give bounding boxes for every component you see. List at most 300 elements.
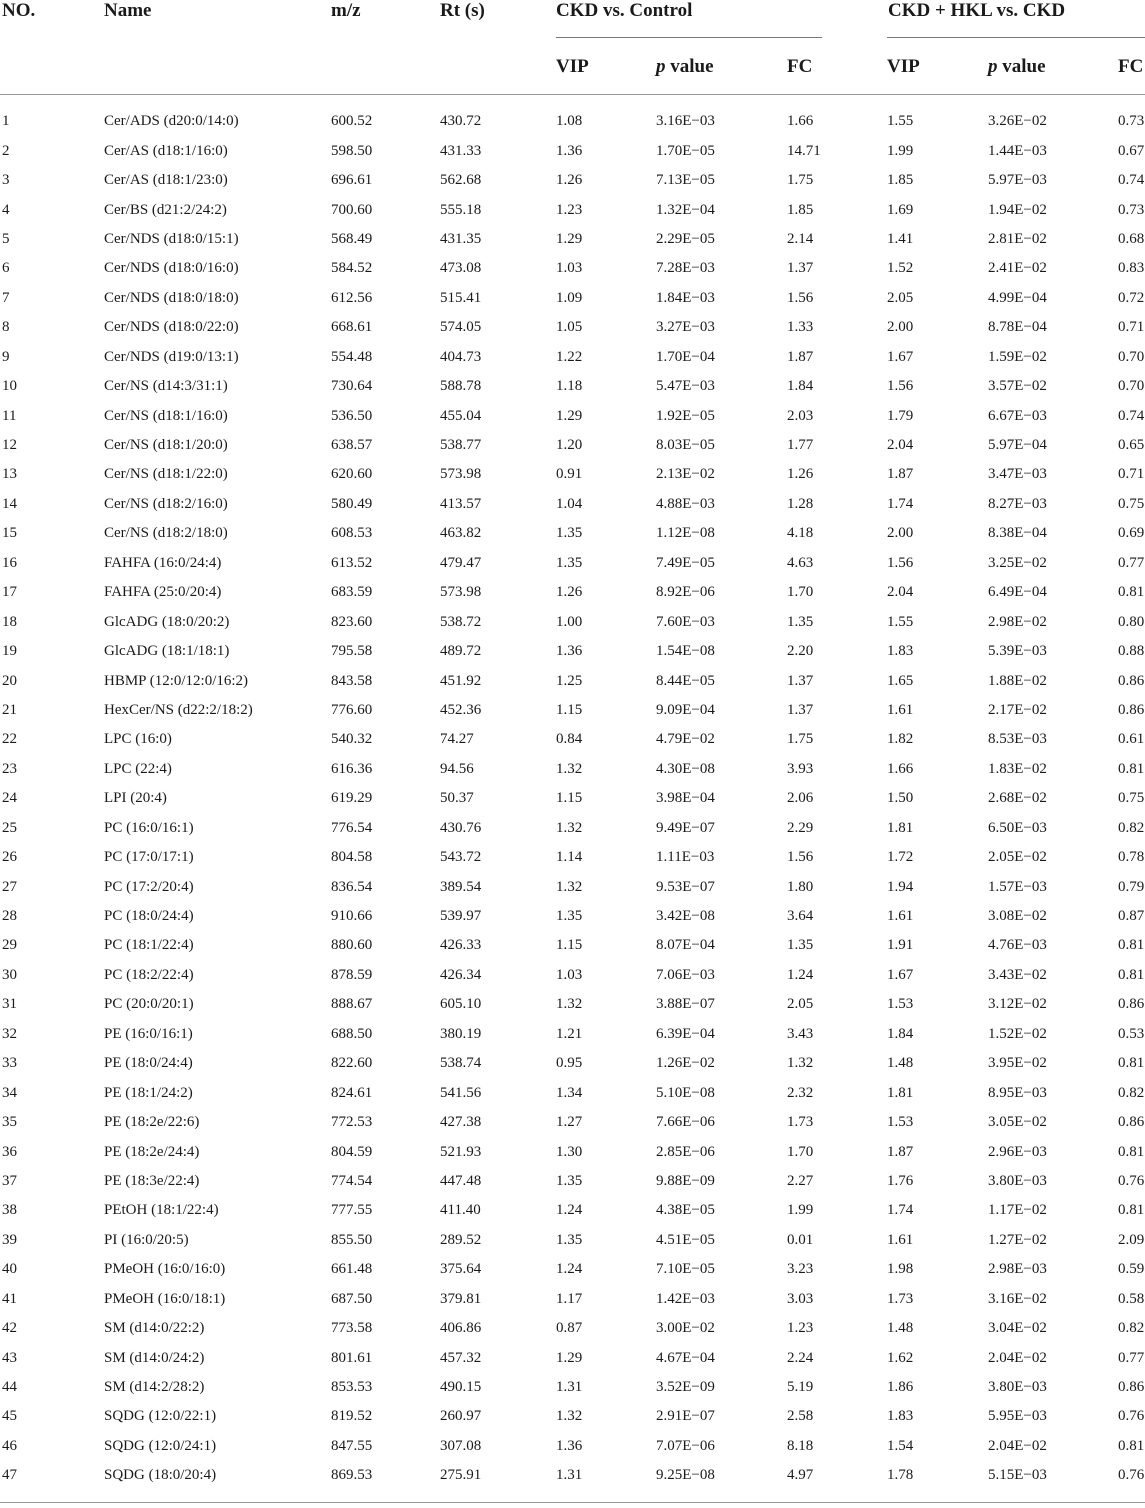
cell-no: 5 bbox=[2, 230, 10, 247]
cell-rt: 427.38 bbox=[440, 1114, 482, 1131]
cell-vip-1: 1.32 bbox=[556, 819, 583, 836]
cell-rt: 539.97 bbox=[440, 908, 482, 925]
cell-pvalue-1: 2.91E−07 bbox=[656, 1408, 715, 1425]
cell-vip-1: 1.23 bbox=[556, 201, 583, 218]
header-p-rest: value bbox=[665, 56, 714, 77]
cell-mz: 661.48 bbox=[331, 1261, 373, 1278]
table-row bbox=[0, 107, 1145, 136]
cell-pvalue-1: 3.16E−03 bbox=[656, 113, 715, 130]
cell-pvalue-2: 5.95E−03 bbox=[988, 1408, 1047, 1425]
cell-rt: 538.74 bbox=[440, 1055, 482, 1072]
cell-rt: 375.64 bbox=[440, 1261, 482, 1278]
cell-pvalue-2: 5.15E−03 bbox=[988, 1467, 1047, 1484]
cell-name: Cer/NS (d14:3/31:1) bbox=[104, 378, 228, 395]
cell-vip-2: 1.79 bbox=[887, 407, 914, 424]
cell-fc-1: 1.75 bbox=[787, 731, 814, 748]
cell-rt: 431.33 bbox=[440, 142, 482, 159]
cell-rt: 452.36 bbox=[440, 701, 482, 718]
cell-name: FAHFA (16:0/24:4) bbox=[104, 554, 222, 571]
cell-rt: 479.47 bbox=[440, 554, 482, 571]
cell-no: 37 bbox=[2, 1172, 17, 1189]
cell-pvalue-1: 5.47E−03 bbox=[656, 378, 715, 395]
cell-fc-1: 14.71 bbox=[787, 142, 821, 159]
cell-pvalue-1: 4.67E−04 bbox=[656, 1349, 715, 1366]
cell-vip-1: 1.03 bbox=[556, 260, 583, 277]
table-row bbox=[0, 578, 1145, 607]
cell-vip-1: 1.36 bbox=[556, 643, 583, 660]
cell-pvalue-1: 7.10E−05 bbox=[656, 1261, 715, 1278]
cell-no: 3 bbox=[2, 172, 10, 189]
cell-fc-2: 0.59 bbox=[1118, 1261, 1145, 1278]
cell-mz: 568.49 bbox=[331, 230, 373, 247]
table-row bbox=[0, 1285, 1145, 1314]
cell-name: Cer/ADS (d20:0/14:0) bbox=[104, 113, 239, 130]
cell-vip-1: 1.30 bbox=[556, 1143, 583, 1160]
cell-fc-1: 1.87 bbox=[787, 348, 814, 365]
cell-vip-1: 1.36 bbox=[556, 142, 583, 159]
cell-fc-1: 1.37 bbox=[787, 260, 814, 277]
header-fc-2: FC bbox=[1118, 56, 1144, 77]
cell-no: 27 bbox=[2, 878, 17, 895]
cell-fc-1: 2.58 bbox=[787, 1408, 814, 1425]
cell-pvalue-1: 4.88E−03 bbox=[656, 495, 715, 512]
table-row bbox=[0, 1020, 1145, 1049]
cell-pvalue-1: 9.25E−08 bbox=[656, 1467, 715, 1484]
cell-mz: 855.50 bbox=[331, 1231, 373, 1248]
cell-vip-2: 1.67 bbox=[887, 966, 914, 983]
cell-pvalue-2: 2.41E−02 bbox=[988, 260, 1047, 277]
cell-name: Cer/NDS (d18:0/18:0) bbox=[104, 289, 239, 306]
cell-vip-2: 1.85 bbox=[887, 172, 914, 189]
cell-fc-1: 1.56 bbox=[787, 289, 814, 306]
table-row bbox=[0, 990, 1145, 1019]
cell-vip-1: 0.95 bbox=[556, 1055, 583, 1072]
cell-fc-1: 0.01 bbox=[787, 1231, 814, 1248]
cell-name: Cer/NS (d18:2/18:0) bbox=[104, 525, 228, 542]
table-row bbox=[0, 254, 1145, 283]
cell-rt: 50.37 bbox=[440, 790, 474, 807]
cell-pvalue-2: 3.26E−02 bbox=[988, 113, 1047, 130]
cell-pvalue-1: 7.49E−05 bbox=[656, 554, 715, 571]
cell-rt: 431.35 bbox=[440, 230, 482, 247]
cell-fc-1: 3.93 bbox=[787, 760, 814, 777]
cell-pvalue-2: 2.98E−02 bbox=[988, 613, 1047, 630]
cell-vip-2: 1.41 bbox=[887, 230, 914, 247]
header-vip-1: VIP bbox=[556, 56, 589, 77]
cell-vip-1: 1.26 bbox=[556, 584, 583, 601]
cell-mz: 687.50 bbox=[331, 1290, 373, 1307]
cell-vip-2: 1.56 bbox=[887, 378, 914, 395]
cell-vip-1: 0.84 bbox=[556, 731, 583, 748]
cell-pvalue-1: 1.70E−04 bbox=[656, 348, 715, 365]
cell-rt: 406.86 bbox=[440, 1320, 482, 1337]
cell-no: 7 bbox=[2, 289, 10, 306]
cell-fc-1: 2.14 bbox=[787, 230, 814, 247]
cell-vip-1: 1.17 bbox=[556, 1290, 583, 1307]
cell-pvalue-1: 1.12E−08 bbox=[656, 525, 715, 542]
cell-rt: 605.10 bbox=[440, 996, 482, 1013]
cell-name: PC (16:0/16:1) bbox=[104, 819, 194, 836]
cell-pvalue-2: 3.95E−02 bbox=[988, 1055, 1047, 1072]
cell-fc-2: 0.81 bbox=[1118, 1202, 1145, 1219]
table-row bbox=[0, 902, 1145, 931]
cell-mz: 608.53 bbox=[331, 525, 373, 542]
cell-vip-1: 1.35 bbox=[556, 554, 583, 571]
cell-fc-2: 0.72 bbox=[1118, 289, 1145, 306]
cell-fc-2: 0.86 bbox=[1118, 996, 1145, 1013]
cell-mz: 619.29 bbox=[331, 790, 373, 807]
cell-pvalue-1: 8.92E−06 bbox=[656, 584, 715, 601]
cell-no: 6 bbox=[2, 260, 10, 277]
cell-no: 45 bbox=[2, 1408, 17, 1425]
table-row bbox=[0, 1167, 1145, 1196]
cell-fc-1: 1.24 bbox=[787, 966, 814, 983]
cell-pvalue-2: 1.94E−02 bbox=[988, 201, 1047, 218]
cell-rt: 447.48 bbox=[440, 1172, 482, 1189]
cell-pvalue-1: 1.70E−05 bbox=[656, 142, 715, 159]
cell-no: 38 bbox=[2, 1202, 17, 1219]
cell-fc-1: 1.84 bbox=[787, 378, 814, 395]
cell-rt: 379.81 bbox=[440, 1290, 482, 1307]
cell-mz: 878.59 bbox=[331, 966, 373, 983]
table-row bbox=[0, 431, 1145, 460]
cell-pvalue-2: 3.47E−03 bbox=[988, 466, 1047, 483]
cell-mz: 584.52 bbox=[331, 260, 373, 277]
cell-mz: 795.58 bbox=[331, 643, 373, 660]
cell-fc-2: 0.61 bbox=[1118, 731, 1145, 748]
cell-vip-1: 1.21 bbox=[556, 1025, 583, 1042]
cell-rt: 573.98 bbox=[440, 466, 482, 483]
header-no: NO. bbox=[2, 0, 36, 21]
cell-vip-2: 1.61 bbox=[887, 1231, 914, 1248]
cell-name: PC (18:1/22:4) bbox=[104, 937, 194, 954]
table-row bbox=[0, 343, 1145, 372]
cell-vip-2: 1.84 bbox=[887, 1025, 914, 1042]
cell-pvalue-2: 3.05E−02 bbox=[988, 1114, 1047, 1131]
cell-vip-2: 1.48 bbox=[887, 1055, 914, 1072]
cell-name: Cer/NS (d18:2/16:0) bbox=[104, 495, 228, 512]
cell-fc-1: 1.26 bbox=[787, 466, 814, 483]
cell-fc-1: 1.85 bbox=[787, 201, 814, 218]
cell-name: PC (17:0/17:1) bbox=[104, 849, 194, 866]
table-row bbox=[0, 313, 1145, 342]
cell-vip-1: 1.15 bbox=[556, 701, 583, 718]
header-fc-1: FC bbox=[787, 56, 813, 77]
cell-mz: 540.32 bbox=[331, 731, 373, 748]
cell-pvalue-1: 9.88E−09 bbox=[656, 1172, 715, 1189]
cell-no: 44 bbox=[2, 1379, 17, 1396]
cell-vip-1: 1.20 bbox=[556, 437, 583, 454]
cell-name: PC (18:2/22:4) bbox=[104, 966, 194, 983]
cell-fc-1: 1.70 bbox=[787, 1143, 814, 1160]
cell-fc-1: 1.70 bbox=[787, 584, 814, 601]
cell-pvalue-2: 5.97E−03 bbox=[988, 172, 1047, 189]
group-underline-1 bbox=[556, 37, 822, 38]
cell-pvalue-1: 1.84E−03 bbox=[656, 289, 715, 306]
cell-vip-1: 1.22 bbox=[556, 348, 583, 365]
table-row bbox=[0, 1137, 1145, 1166]
cell-fc-1: 3.03 bbox=[787, 1290, 814, 1307]
cell-no: 18 bbox=[2, 613, 17, 630]
cell-name: Cer/NDS (d18:0/16:0) bbox=[104, 260, 239, 277]
cell-no: 32 bbox=[2, 1025, 17, 1042]
cell-vip-2: 1.69 bbox=[887, 201, 914, 218]
cell-pvalue-1: 3.27E−03 bbox=[656, 319, 715, 336]
cell-pvalue-2: 4.99E−04 bbox=[988, 289, 1047, 306]
cell-fc-2: 0.67 bbox=[1118, 142, 1145, 159]
cell-rt: 413.57 bbox=[440, 495, 482, 512]
header-group-ckd-hkl-vs-ckd: CKD + HKL vs. CKD bbox=[888, 0, 1066, 21]
cell-pvalue-2: 1.52E−02 bbox=[988, 1025, 1047, 1042]
cell-rt: 457.32 bbox=[440, 1349, 482, 1366]
cell-mz: 773.58 bbox=[331, 1320, 373, 1337]
cell-pvalue-1: 3.88E−07 bbox=[656, 996, 715, 1013]
cell-vip-2: 1.50 bbox=[887, 790, 914, 807]
header-rt: Rt (s) bbox=[440, 0, 485, 21]
cell-mz: 804.59 bbox=[331, 1143, 373, 1160]
cell-vip-1: 1.08 bbox=[556, 113, 583, 130]
cell-rt: 555.18 bbox=[440, 201, 482, 218]
cell-pvalue-2: 3.25E−02 bbox=[988, 554, 1047, 571]
cell-vip-2: 1.48 bbox=[887, 1320, 914, 1337]
cell-fc-1: 1.99 bbox=[787, 1202, 814, 1219]
cell-fc-1: 2.32 bbox=[787, 1084, 814, 1101]
cell-pvalue-2: 1.17E−02 bbox=[988, 1202, 1047, 1219]
cell-pvalue-1: 2.85E−06 bbox=[656, 1143, 715, 1160]
cell-fc-1: 2.24 bbox=[787, 1349, 814, 1366]
cell-no: 42 bbox=[2, 1320, 17, 1337]
cell-fc-1: 5.19 bbox=[787, 1379, 814, 1396]
cell-rt: 573.98 bbox=[440, 584, 482, 601]
cell-pvalue-2: 8.53E−03 bbox=[988, 731, 1047, 748]
cell-fc-2: 0.79 bbox=[1118, 878, 1145, 895]
cell-mz: 853.53 bbox=[331, 1379, 373, 1396]
cell-vip-2: 1.62 bbox=[887, 1349, 914, 1366]
cell-no: 36 bbox=[2, 1143, 17, 1160]
cell-fc-1: 2.27 bbox=[787, 1172, 814, 1189]
cell-no: 16 bbox=[2, 554, 17, 571]
cell-fc-1: 8.18 bbox=[787, 1437, 814, 1454]
cell-pvalue-2: 2.04E−02 bbox=[988, 1349, 1047, 1366]
cell-name: PMeOH (16:0/18:1) bbox=[104, 1290, 226, 1307]
cell-vip-1: 1.32 bbox=[556, 996, 583, 1013]
cell-no: 31 bbox=[2, 996, 17, 1013]
cell-vip-1: 1.14 bbox=[556, 849, 583, 866]
cell-mz: 823.60 bbox=[331, 613, 373, 630]
cell-rt: 541.56 bbox=[440, 1084, 482, 1101]
cell-mz: 536.50 bbox=[331, 407, 373, 424]
cell-no: 20 bbox=[2, 672, 17, 689]
cell-fc-1: 1.33 bbox=[787, 319, 814, 336]
cell-vip-2: 1.87 bbox=[887, 466, 914, 483]
cell-vip-1: 1.15 bbox=[556, 937, 583, 954]
cell-pvalue-1: 7.66E−06 bbox=[656, 1114, 715, 1131]
cell-vip-2: 1.87 bbox=[887, 1143, 914, 1160]
cell-mz: 638.57 bbox=[331, 437, 373, 454]
cell-mz: 836.54 bbox=[331, 878, 373, 895]
cell-mz: 700.60 bbox=[331, 201, 373, 218]
cell-no: 12 bbox=[2, 437, 17, 454]
cell-mz: 869.53 bbox=[331, 1467, 373, 1484]
cell-fc-2: 0.77 bbox=[1118, 554, 1145, 571]
cell-vip-1: 1.09 bbox=[556, 289, 583, 306]
cell-name: PC (20:0/20:1) bbox=[104, 996, 194, 1013]
cell-name: PE (16:0/16:1) bbox=[104, 1025, 193, 1042]
cell-mz: 620.60 bbox=[331, 466, 373, 483]
cell-fc-1: 1.35 bbox=[787, 937, 814, 954]
cell-rt: 411.40 bbox=[440, 1202, 481, 1219]
table-bottom-rule bbox=[0, 1502, 1145, 1503]
cell-vip-1: 1.24 bbox=[556, 1261, 583, 1278]
table-row bbox=[0, 1432, 1145, 1461]
cell-rt: 426.33 bbox=[440, 937, 482, 954]
header-mz: m/z bbox=[331, 0, 361, 21]
cell-fc-2: 0.73 bbox=[1118, 113, 1145, 130]
cell-pvalue-1: 7.28E−03 bbox=[656, 260, 715, 277]
cell-mz: 772.53 bbox=[331, 1114, 373, 1131]
cell-fc-2: 0.82 bbox=[1118, 1320, 1145, 1337]
cell-no: 26 bbox=[2, 849, 17, 866]
cell-fc-1: 3.43 bbox=[787, 1025, 814, 1042]
cell-pvalue-2: 6.50E−03 bbox=[988, 819, 1047, 836]
cell-fc-1: 1.66 bbox=[787, 113, 814, 130]
cell-pvalue-1: 5.10E−08 bbox=[656, 1084, 715, 1101]
cell-pvalue-1: 4.30E−08 bbox=[656, 760, 715, 777]
cell-mz: 580.49 bbox=[331, 495, 373, 512]
cell-fc-1: 2.06 bbox=[787, 790, 814, 807]
cell-rt: 588.78 bbox=[440, 378, 482, 395]
cell-fc-2: 0.75 bbox=[1118, 790, 1145, 807]
table-row bbox=[0, 784, 1145, 813]
cell-vip-2: 1.52 bbox=[887, 260, 914, 277]
cell-vip-1: 1.29 bbox=[556, 407, 583, 424]
cell-vip-1: 1.35 bbox=[556, 908, 583, 925]
cell-rt: 521.93 bbox=[440, 1143, 482, 1160]
cell-pvalue-2: 8.95E−03 bbox=[988, 1084, 1047, 1101]
cell-fc-1: 1.37 bbox=[787, 672, 814, 689]
cell-name: HexCer/NS (d22:2/18:2) bbox=[104, 701, 253, 718]
cell-pvalue-1: 7.06E−03 bbox=[656, 966, 715, 983]
cell-name: GlcADG (18:0/20:2) bbox=[104, 613, 230, 630]
cell-vip-1: 1.32 bbox=[556, 1408, 583, 1425]
cell-fc-2: 0.78 bbox=[1118, 849, 1145, 866]
cell-pvalue-2: 2.17E−02 bbox=[988, 701, 1047, 718]
cell-fc-1: 2.29 bbox=[787, 819, 814, 836]
cell-vip-1: 1.35 bbox=[556, 1172, 583, 1189]
cell-name: Cer/NDS (d18:0/15:1) bbox=[104, 230, 239, 247]
table-row bbox=[0, 607, 1145, 636]
cell-pvalue-1: 1.11E−03 bbox=[656, 849, 715, 866]
cell-rt: 574.05 bbox=[440, 319, 482, 336]
table-row bbox=[0, 401, 1145, 430]
cell-fc-1: 1.75 bbox=[787, 172, 814, 189]
cell-vip-2: 1.74 bbox=[887, 1202, 914, 1219]
cell-vip-2: 1.72 bbox=[887, 849, 914, 866]
cell-vip-1: 1.29 bbox=[556, 1349, 583, 1366]
cell-vip-1: 1.15 bbox=[556, 790, 583, 807]
cell-fc-2: 0.76 bbox=[1118, 1172, 1145, 1189]
cell-pvalue-1: 3.42E−08 bbox=[656, 908, 715, 925]
cell-fc-2: 0.76 bbox=[1118, 1408, 1145, 1425]
cell-vip-1: 1.29 bbox=[556, 230, 583, 247]
cell-fc-2: 0.82 bbox=[1118, 1084, 1145, 1101]
group-underline-2 bbox=[887, 37, 1145, 38]
table-row bbox=[0, 961, 1145, 990]
cell-fc-1: 1.28 bbox=[787, 495, 814, 512]
cell-vip-2: 1.55 bbox=[887, 613, 914, 630]
cell-pvalue-2: 1.59E−02 bbox=[988, 348, 1047, 365]
cell-pvalue-2: 2.68E−02 bbox=[988, 790, 1047, 807]
cell-fc-2: 0.86 bbox=[1118, 701, 1145, 718]
cell-mz: 730.64 bbox=[331, 378, 373, 395]
cell-pvalue-2: 2.81E−02 bbox=[988, 230, 1047, 247]
cell-mz: 616.36 bbox=[331, 760, 373, 777]
table-row bbox=[0, 872, 1145, 901]
cell-pvalue-1: 4.51E−05 bbox=[656, 1231, 715, 1248]
cell-no: 30 bbox=[2, 966, 17, 983]
cell-vip-2: 1.83 bbox=[887, 643, 914, 660]
cell-vip-2: 1.78 bbox=[887, 1467, 914, 1484]
cell-pvalue-1: 1.26E−02 bbox=[656, 1055, 715, 1072]
cell-pvalue-1: 4.38E−05 bbox=[656, 1202, 715, 1219]
cell-vip-1: 1.36 bbox=[556, 1437, 583, 1454]
cell-fc-2: 0.82 bbox=[1118, 819, 1145, 836]
cell-mz: 819.52 bbox=[331, 1408, 373, 1425]
cell-no: 1 bbox=[2, 113, 10, 130]
cell-pvalue-2: 1.83E−02 bbox=[988, 760, 1047, 777]
cell-mz: 554.48 bbox=[331, 348, 373, 365]
cell-fc-2: 0.53 bbox=[1118, 1025, 1145, 1042]
cell-no: 35 bbox=[2, 1114, 17, 1131]
cell-no: 13 bbox=[2, 466, 17, 483]
cell-pvalue-1: 1.42E−03 bbox=[656, 1290, 715, 1307]
cell-fc-2: 0.83 bbox=[1118, 260, 1145, 277]
cell-no: 40 bbox=[2, 1261, 17, 1278]
cell-vip-1: 1.18 bbox=[556, 378, 583, 395]
cell-fc-2: 0.69 bbox=[1118, 525, 1145, 542]
cell-fc-2: 0.77 bbox=[1118, 1349, 1145, 1366]
cell-vip-2: 1.82 bbox=[887, 731, 914, 748]
table-row bbox=[0, 166, 1145, 195]
cell-vip-2: 1.99 bbox=[887, 142, 914, 159]
cell-mz: 804.58 bbox=[331, 849, 373, 866]
cell-mz: 696.61 bbox=[331, 172, 373, 189]
cell-fc-2: 0.71 bbox=[1118, 319, 1145, 336]
cell-vip-2: 2.00 bbox=[887, 525, 914, 542]
cell-vip-1: 1.31 bbox=[556, 1467, 583, 1484]
table-row bbox=[0, 225, 1145, 254]
cell-pvalue-2: 1.27E−02 bbox=[988, 1231, 1047, 1248]
cell-name: Cer/NS (d18:1/16:0) bbox=[104, 407, 228, 424]
cell-mz: 910.66 bbox=[331, 908, 373, 925]
table-row bbox=[0, 843, 1145, 872]
table-row bbox=[0, 195, 1145, 224]
cell-name: Cer/BS (d21:2/24:2) bbox=[104, 201, 227, 218]
cell-pvalue-2: 5.39E−03 bbox=[988, 643, 1047, 660]
cell-rt: 380.19 bbox=[440, 1025, 482, 1042]
cell-fc-2: 0.81 bbox=[1118, 1143, 1145, 1160]
cell-vip-2: 1.94 bbox=[887, 878, 914, 895]
cell-pvalue-2: 2.04E−02 bbox=[988, 1437, 1047, 1454]
cell-pvalue-2: 2.05E−02 bbox=[988, 849, 1047, 866]
cell-pvalue-1: 1.32E−04 bbox=[656, 201, 715, 218]
header-p-italic: p bbox=[988, 56, 998, 77]
table-row bbox=[0, 1255, 1145, 1284]
cell-fc-2: 0.81 bbox=[1118, 966, 1145, 983]
cell-pvalue-2: 1.57E−03 bbox=[988, 878, 1047, 895]
cell-pvalue-2: 2.96E−03 bbox=[988, 1143, 1047, 1160]
cell-vip-1: 1.35 bbox=[556, 1231, 583, 1248]
